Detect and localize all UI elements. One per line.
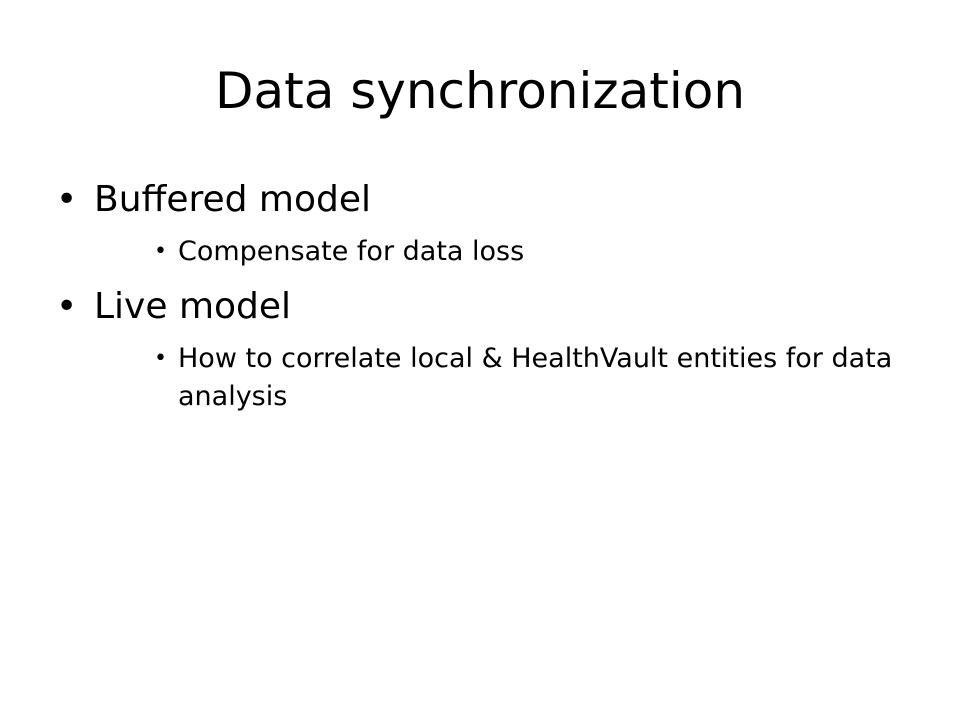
bullet-marker: • (56, 179, 78, 220)
sub-bullet-marker: • (154, 239, 167, 264)
sub-bullet-item-correlate (154, 340, 914, 416)
sub-bullet-text: How to correlate local & HealthVault entities for data analysis (178, 343, 893, 412)
sub-bullet-marker: • (154, 346, 167, 371)
bullet-text: Buffered model (94, 179, 372, 220)
slide-title: Data synchronization (214, 62, 746, 120)
sub-bullet-text: Compensate for data loss (178, 236, 525, 267)
bullet-text: Live model (94, 286, 292, 327)
sub-bullet-item-compensate (154, 233, 914, 271)
bullet-marker: • (56, 286, 78, 327)
